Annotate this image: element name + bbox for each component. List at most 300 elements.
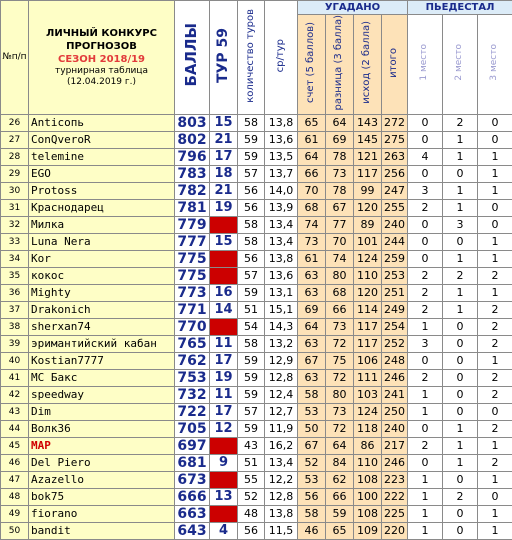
player-name: Mighty — [29, 284, 175, 301]
guessed-score-cell: 56 — [298, 488, 326, 505]
player-name: Anticoпь — [29, 114, 175, 131]
tours-count-cell: 57 — [238, 165, 265, 182]
table-row — [1, 488, 512, 505]
podium-1-cell: 2 — [408, 267, 443, 284]
guessed-outcome-cell: 118 — [354, 420, 382, 437]
podium-2-cell: 1 — [443, 199, 478, 216]
guessed-diff-cell: 77 — [326, 216, 354, 233]
guessed-diff-cell: 64 — [326, 114, 354, 131]
podium-2-cell: 0 — [443, 403, 478, 420]
tours-count-cell: 57 — [238, 267, 265, 284]
avg-per-tour-cell: 13,1 — [265, 284, 298, 301]
podium-1-cell: 2 — [408, 199, 443, 216]
guessed-outcome-cell: 86 — [354, 437, 382, 454]
tour-points-cell: 17 — [210, 403, 238, 420]
points-cell: 765 — [175, 335, 210, 352]
podium-1-cell: 0 — [408, 114, 443, 131]
row-number: 49 — [1, 505, 29, 522]
guessed-diff-cell: 62 — [326, 471, 354, 488]
guessed-outcome-cell: 99 — [354, 182, 382, 199]
avg-per-tour-cell: 12,8 — [265, 369, 298, 386]
podium-1-cell: 3 — [408, 335, 443, 352]
title-line1: ЛИЧНЫЙ КОНКУРС — [29, 27, 174, 40]
player-name: Краснодарец — [29, 199, 175, 216]
tour-points-cell: 17 — [210, 148, 238, 165]
avg-per-tour-cell: 15,1 — [265, 301, 298, 318]
header-podium-2: 2 место — [443, 15, 478, 115]
podium-3-cell: 1 — [478, 233, 512, 250]
guessed-diff-cell: 73 — [326, 403, 354, 420]
podium-3-cell: 1 — [478, 148, 512, 165]
table-row — [1, 318, 512, 335]
guessed-total-cell: 255 — [382, 199, 408, 216]
guessed-total-cell: 263 — [382, 148, 408, 165]
header-tours-count: количество туров — [238, 1, 265, 115]
player-name: fiorano — [29, 505, 175, 522]
guessed-score-cell: 68 — [298, 199, 326, 216]
points-cell: 681 — [175, 454, 210, 471]
row-number: 26 — [1, 114, 29, 131]
table-row — [1, 420, 512, 437]
guessed-outcome-cell: 145 — [354, 131, 382, 148]
tour-points-cell: 15 — [210, 114, 238, 131]
guessed-diff-cell: 84 — [326, 454, 354, 471]
guessed-score-cell: 64 — [298, 318, 326, 335]
header-tour: ТУР 59 — [210, 1, 238, 115]
points-cell: 775 — [175, 250, 210, 267]
table-row — [1, 182, 512, 199]
player-name: Protoss — [29, 182, 175, 199]
guessed-score-cell: 64 — [298, 148, 326, 165]
tour-points-cell: 19 — [210, 369, 238, 386]
table-title — [29, 1, 175, 115]
guessed-score-cell: 67 — [298, 437, 326, 454]
guessed-total-cell: 253 — [382, 267, 408, 284]
avg-per-tour-cell: 13,6 — [265, 267, 298, 284]
tour-points-cell: 21 — [210, 182, 238, 199]
subtitle-label: турнирная таблица — [29, 66, 174, 77]
row-number: 36 — [1, 284, 29, 301]
table-row — [1, 301, 512, 318]
guessed-diff-cell: 80 — [326, 267, 354, 284]
guessed-diff-cell: 68 — [326, 284, 354, 301]
tours-count-cell: 55 — [238, 471, 265, 488]
podium-3-cell: 2 — [478, 454, 512, 471]
podium-3-cell: 2 — [478, 420, 512, 437]
table-row — [1, 114, 512, 131]
tours-count-cell: 51 — [238, 301, 265, 318]
avg-per-tour-cell: 13,4 — [265, 216, 298, 233]
avg-per-tour-cell: 13,8 — [265, 250, 298, 267]
podium-1-cell: 4 — [408, 148, 443, 165]
header-podium-group: ПЬЕДЕСТАЛ — [408, 1, 512, 15]
tour-points-cell: 14 — [210, 301, 238, 318]
guessed-score-cell: 67 — [298, 352, 326, 369]
header-guessed-diff: разница (3 балла) — [326, 15, 354, 115]
player-name: sherxan74 — [29, 318, 175, 335]
podium-2-cell: 1 — [443, 420, 478, 437]
guessed-total-cell: 217 — [382, 437, 408, 454]
podium-2-cell: 1 — [443, 437, 478, 454]
guessed-diff-cell: 72 — [326, 335, 354, 352]
podium-3-cell: 0 — [478, 216, 512, 233]
guessed-score-cell: 58 — [298, 505, 326, 522]
player-name: Kor — [29, 250, 175, 267]
podium-1-cell: 2 — [408, 301, 443, 318]
guessed-total-cell: 256 — [382, 165, 408, 182]
row-number: 31 — [1, 199, 29, 216]
points-cell: 762 — [175, 352, 210, 369]
avg-per-tour-cell: 13,8 — [265, 505, 298, 522]
player-name: кокос — [29, 267, 175, 284]
guessed-total-cell: 247 — [382, 182, 408, 199]
podium-2-cell: 0 — [443, 369, 478, 386]
player-name: Luna Nera — [29, 233, 175, 250]
guessed-outcome-cell: 120 — [354, 199, 382, 216]
podium-3-cell: 2 — [478, 386, 512, 403]
tours-count-cell: 59 — [238, 284, 265, 301]
header-guessed-total: итого — [382, 15, 408, 115]
podium-3-cell: 2 — [478, 301, 512, 318]
points-cell: 770 — [175, 318, 210, 335]
points-cell: 773 — [175, 284, 210, 301]
guessed-outcome-cell: 111 — [354, 369, 382, 386]
points-cell: 753 — [175, 369, 210, 386]
points-cell: 771 — [175, 301, 210, 318]
podium-1-cell: 0 — [408, 131, 443, 148]
avg-per-tour-cell: 13,2 — [265, 335, 298, 352]
avg-per-tour-cell: 13,4 — [265, 454, 298, 471]
guessed-total-cell: 249 — [382, 301, 408, 318]
row-number: 34 — [1, 250, 29, 267]
guessed-total-cell: 240 — [382, 420, 408, 437]
podium-2-cell: 1 — [443, 250, 478, 267]
row-number: 27 — [1, 131, 29, 148]
header-guessed-score: счет (5 баллов) — [298, 15, 326, 115]
tours-count-cell: 51 — [238, 454, 265, 471]
guessed-outcome-cell: 103 — [354, 386, 382, 403]
table-row — [1, 148, 512, 165]
points-cell: 779 — [175, 216, 210, 233]
row-number: 48 — [1, 488, 29, 505]
tours-count-cell: 57 — [238, 403, 265, 420]
tour-points-cell: 11 — [210, 386, 238, 403]
avg-per-tour-cell: 13,8 — [265, 114, 298, 131]
row-number: 28 — [1, 148, 29, 165]
podium-1-cell: 1 — [408, 522, 443, 539]
avg-per-tour-cell: 13,7 — [265, 165, 298, 182]
guessed-score-cell: 65 — [298, 114, 326, 131]
title-line2: ПРОГНОЗОВ — [29, 40, 174, 53]
podium-2-cell: 0 — [443, 335, 478, 352]
guessed-diff-cell: 66 — [326, 301, 354, 318]
player-name: EGO — [29, 165, 175, 182]
row-number: 37 — [1, 301, 29, 318]
row-number: 42 — [1, 386, 29, 403]
podium-1-cell: 0 — [408, 420, 443, 437]
row-number: 45 — [1, 437, 29, 454]
guessed-score-cell: 63 — [298, 335, 326, 352]
guessed-outcome-cell: 108 — [354, 505, 382, 522]
player-name: Drakonich — [29, 301, 175, 318]
table-row — [1, 403, 512, 420]
avg-per-tour-cell: 13,4 — [265, 233, 298, 250]
table-row — [1, 284, 512, 301]
guessed-outcome-cell: 117 — [354, 165, 382, 182]
podium-2-cell: 2 — [443, 267, 478, 284]
avg-per-tour-cell: 11,9 — [265, 420, 298, 437]
podium-2-cell: 0 — [443, 505, 478, 522]
guessed-diff-cell: 64 — [326, 437, 354, 454]
avg-per-tour-cell: 12,9 — [265, 352, 298, 369]
row-number: 39 — [1, 335, 29, 352]
guessed-outcome-cell: 106 — [354, 352, 382, 369]
tour-points-cell — [210, 318, 238, 335]
avg-per-tour-cell: 12,8 — [265, 488, 298, 505]
guessed-score-cell: 73 — [298, 233, 326, 250]
podium-3-cell: 1 — [478, 505, 512, 522]
avg-per-tour-cell: 11,5 — [265, 522, 298, 539]
header-num: №п/п — [1, 1, 29, 115]
podium-3-cell: 0 — [478, 114, 512, 131]
podium-2-cell: 0 — [443, 522, 478, 539]
podium-3-cell: 2 — [478, 318, 512, 335]
row-number: 30 — [1, 182, 29, 199]
guessed-outcome-cell: 121 — [354, 148, 382, 165]
guessed-diff-cell: 72 — [326, 420, 354, 437]
podium-3-cell: 2 — [478, 369, 512, 386]
points-cell: 666 — [175, 488, 210, 505]
tours-count-cell: 54 — [238, 318, 265, 335]
header-guessed-outcome: исход (2 балла) — [354, 15, 382, 115]
tour-points-cell — [210, 437, 238, 454]
podium-3-cell: 1 — [478, 182, 512, 199]
podium-2-cell: 1 — [443, 284, 478, 301]
guessed-outcome-cell: 124 — [354, 250, 382, 267]
player-name: MC Бакс — [29, 369, 175, 386]
guessed-diff-cell: 72 — [326, 369, 354, 386]
guessed-total-cell: 254 — [382, 318, 408, 335]
row-number: 47 — [1, 471, 29, 488]
guessed-outcome-cell: 100 — [354, 488, 382, 505]
guessed-total-cell: 240 — [382, 216, 408, 233]
player-name: Dim — [29, 403, 175, 420]
row-number: 46 — [1, 454, 29, 471]
guessed-diff-cell: 66 — [326, 488, 354, 505]
player-name: Волк36 — [29, 420, 175, 437]
podium-3-cell: 2 — [478, 335, 512, 352]
points-cell: 777 — [175, 233, 210, 250]
guessed-score-cell: 63 — [298, 284, 326, 301]
tours-count-cell: 58 — [238, 335, 265, 352]
podium-2-cell: 1 — [443, 182, 478, 199]
avg-per-tour-cell: 13,9 — [265, 199, 298, 216]
guessed-total-cell: 246 — [382, 454, 408, 471]
points-cell: 673 — [175, 471, 210, 488]
guessed-outcome-cell: 110 — [354, 267, 382, 284]
podium-3-cell: 1 — [478, 437, 512, 454]
podium-2-cell: 1 — [443, 131, 478, 148]
tour-points-cell: 11 — [210, 335, 238, 352]
row-number: 43 — [1, 403, 29, 420]
guessed-score-cell: 53 — [298, 471, 326, 488]
guessed-outcome-cell: 117 — [354, 318, 382, 335]
guessed-total-cell: 251 — [382, 284, 408, 301]
guessed-score-cell: 53 — [298, 403, 326, 420]
avg-per-tour-cell: 12,7 — [265, 403, 298, 420]
guessed-outcome-cell: 89 — [354, 216, 382, 233]
tours-count-cell: 56 — [238, 182, 265, 199]
podium-3-cell: 1 — [478, 284, 512, 301]
table-row — [1, 369, 512, 386]
guessed-total-cell: 275 — [382, 131, 408, 148]
podium-2-cell: 1 — [443, 301, 478, 318]
tours-count-cell: 58 — [238, 233, 265, 250]
points-cell: 783 — [175, 165, 210, 182]
guessed-total-cell: 259 — [382, 250, 408, 267]
tour-points-cell: 15 — [210, 233, 238, 250]
guessed-score-cell: 66 — [298, 165, 326, 182]
table-row — [1, 165, 512, 182]
guessed-score-cell: 74 — [298, 216, 326, 233]
guessed-diff-cell: 73 — [326, 165, 354, 182]
guessed-outcome-cell: 109 — [354, 522, 382, 539]
guessed-total-cell: 244 — [382, 233, 408, 250]
guessed-outcome-cell: 110 — [354, 454, 382, 471]
guessed-outcome-cell: 114 — [354, 301, 382, 318]
guessed-outcome-cell: 124 — [354, 403, 382, 420]
podium-1-cell: 1 — [408, 505, 443, 522]
podium-3-cell: 1 — [478, 471, 512, 488]
tours-count-cell: 56 — [238, 522, 265, 539]
points-cell: 802 — [175, 131, 210, 148]
guessed-total-cell: 225 — [382, 505, 408, 522]
table-row — [1, 199, 512, 216]
guessed-score-cell: 46 — [298, 522, 326, 539]
avg-per-tour-cell: 16,2 — [265, 437, 298, 454]
player-name: MAP — [29, 437, 175, 454]
podium-1-cell: 0 — [408, 216, 443, 233]
tour-points-cell: 13 — [210, 488, 238, 505]
points-cell: 803 — [175, 114, 210, 131]
guessed-total-cell: 250 — [382, 403, 408, 420]
tours-count-cell: 56 — [238, 199, 265, 216]
row-number: 40 — [1, 352, 29, 369]
podium-1-cell: 2 — [408, 437, 443, 454]
guessed-score-cell: 52 — [298, 454, 326, 471]
podium-2-cell: 0 — [443, 386, 478, 403]
table-row — [1, 454, 512, 471]
podium-2-cell: 0 — [443, 318, 478, 335]
tour-points-cell — [210, 216, 238, 233]
podium-1-cell: 1 — [408, 488, 443, 505]
tour-points-cell: 12 — [210, 420, 238, 437]
tours-count-cell: 59 — [238, 148, 265, 165]
guessed-diff-cell: 69 — [326, 131, 354, 148]
points-cell: 775 — [175, 267, 210, 284]
tours-count-cell: 58 — [238, 114, 265, 131]
guessed-outcome-cell: 117 — [354, 335, 382, 352]
player-name: telemine — [29, 148, 175, 165]
podium-3-cell: 1 — [478, 352, 512, 369]
row-number: 35 — [1, 267, 29, 284]
tours-count-cell: 48 — [238, 505, 265, 522]
guessed-total-cell: 241 — [382, 386, 408, 403]
podium-1-cell: 0 — [408, 233, 443, 250]
guessed-total-cell: 272 — [382, 114, 408, 131]
tour-points-cell — [210, 505, 238, 522]
tour-points-cell: 21 — [210, 131, 238, 148]
avg-per-tour-cell: 14,3 — [265, 318, 298, 335]
podium-2-cell: 1 — [443, 454, 478, 471]
table-body — [1, 114, 512, 539]
row-number: 29 — [1, 165, 29, 182]
tours-count-cell: 52 — [238, 488, 265, 505]
podium-2-cell: 0 — [443, 233, 478, 250]
guessed-diff-cell: 78 — [326, 148, 354, 165]
podium-3-cell: 2 — [478, 267, 512, 284]
podium-1-cell: 1 — [408, 386, 443, 403]
header-avg: ср/тур — [265, 1, 298, 115]
podium-3-cell: 1 — [478, 250, 512, 267]
podium-3-cell: 0 — [478, 488, 512, 505]
podium-1-cell: 0 — [408, 352, 443, 369]
table-row — [1, 505, 512, 522]
podium-2-cell: 2 — [443, 114, 478, 131]
guessed-score-cell: 63 — [298, 267, 326, 284]
table-row — [1, 131, 512, 148]
row-number: 32 — [1, 216, 29, 233]
row-number: 38 — [1, 318, 29, 335]
avg-per-tour-cell: 13,6 — [265, 131, 298, 148]
points-cell: 643 — [175, 522, 210, 539]
podium-3-cell: 0 — [478, 131, 512, 148]
tour-points-cell: 9 — [210, 454, 238, 471]
season-label: СЕЗОН 2018/19 — [29, 53, 174, 66]
podium-1-cell: 0 — [408, 250, 443, 267]
tours-count-cell: 59 — [238, 369, 265, 386]
avg-per-tour-cell: 13,5 — [265, 148, 298, 165]
podium-3-cell: 1 — [478, 165, 512, 182]
guessed-diff-cell: 74 — [326, 250, 354, 267]
player-name: Милка — [29, 216, 175, 233]
tours-count-cell: 58 — [238, 216, 265, 233]
table-row — [1, 216, 512, 233]
guessed-diff-cell: 78 — [326, 182, 354, 199]
header-guessed-group: УГАДАНО — [298, 1, 408, 15]
player-name: Kostian7777 — [29, 352, 175, 369]
table-row — [1, 250, 512, 267]
header-podium-3: 3 место — [478, 15, 512, 115]
guessed-outcome-cell: 101 — [354, 233, 382, 250]
avg-per-tour-cell: 12,4 — [265, 386, 298, 403]
podium-3-cell: 0 — [478, 199, 512, 216]
podium-1-cell: 1 — [408, 471, 443, 488]
tour-points-cell: 19 — [210, 199, 238, 216]
tour-points-cell: 4 — [210, 522, 238, 539]
row-number: 44 — [1, 420, 29, 437]
podium-2-cell: 0 — [443, 352, 478, 369]
guessed-total-cell: 222 — [382, 488, 408, 505]
points-cell: 781 — [175, 199, 210, 216]
guessed-diff-cell: 73 — [326, 318, 354, 335]
header-podium-1: 1 место — [408, 15, 443, 115]
table-row — [1, 386, 512, 403]
player-name: Del Piero — [29, 454, 175, 471]
points-cell: 663 — [175, 505, 210, 522]
guessed-outcome-cell: 120 — [354, 284, 382, 301]
podium-2-cell: 0 — [443, 165, 478, 182]
